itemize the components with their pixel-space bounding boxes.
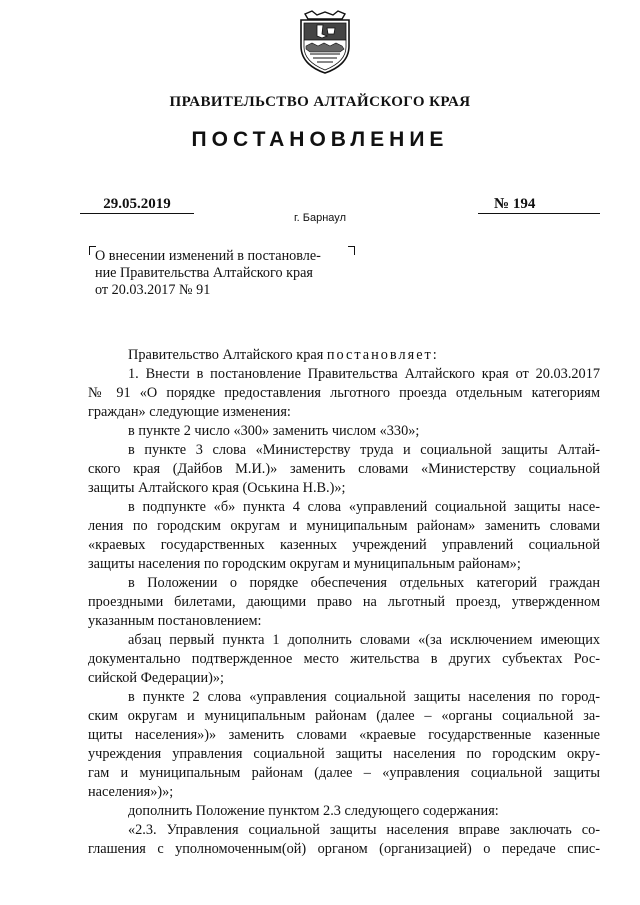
body-line: глашения с уполномоченным(ой) органом (организацией) о передаче спис- [88,841,600,857]
document-city: г. Барнаул [294,212,346,224]
document-number: № 194 [494,196,536,212]
body-line: в подпункте «б» пункта 4 слова «управлений социальной защиты насе- [128,499,600,515]
document-body [88,346,600,859]
organization-title: ПРАВИТЕЛЬСТВО АЛТАЙСКОГО КРАЯ [169,94,471,110]
body-line: в пункте 2 число «300» заменить числом «330»; [128,423,420,439]
document-type-heading: ПОСТАНОВЛЕНИЕ [191,128,449,151]
body-line: в пункте 3 слова «Министерству труда и социальной защиты Алтай- [128,442,600,458]
document-subject [95,248,363,299]
body-line: в пункте 2 слова «управления социальной защиты населения по город- [128,689,600,705]
body-line: «2.3. Управления социальной защиты населения вправе заключать со- [128,822,600,838]
body-line: граждан» следующие изменения: [88,404,291,420]
body-line: ления по городским округам и муниципальным районам» заменить словами [88,518,600,534]
coat-of-arms-emblem [296,10,354,74]
subject-line: ние Правительства Алтайского края [95,265,313,281]
body-line: защиты населения по городским округам и муниципальным районам»; [88,556,521,572]
subject-line: от 20.03.2017 № 91 [95,282,211,298]
body-line: указанным постановлением: [88,613,262,629]
body-line: гам и муниципальным районам (далее – «управления социальной защиты [88,765,600,781]
body-line: абзац первый пункта 1 дополнить словами «(за исключением имеющих [128,632,600,648]
body-line: ским округам и муниципальным районам (далее – «органы социальной за- [88,708,600,724]
body-line: учреждения управления социальной защиты населения по городским окру- [88,746,600,762]
body-line: сийской Федерации)»; [88,670,224,686]
body-line: № 91 «О порядке предоставления льготного проезда отдельным категориям [88,385,600,401]
body-intro [88,346,600,365]
body-line: дополнить Положение пунктом 2.3 следующего содержания: [128,803,499,819]
subject-line: О внесении изменений в постановле- [95,248,321,264]
body-line: проездными билетами, дающими право на льготный проезд, утвержденном [88,594,600,610]
body-line: ского края (Дайбов М.И.)» заменить словами «Министерству социальной [88,461,600,477]
intro-decree-word: постановляет: [326,347,439,363]
body-line: «краевых государственных казенных учреждений управлений социальной [88,537,600,553]
body-line: защиты Алтайского края (Оськина Н.В.)»; [88,480,346,496]
intro-text: Правительство Алтайского края [128,347,327,363]
body-line: населения»)»; [88,784,174,800]
body-line: документально подтвержденное место жительства в других субъектах Рос- [88,651,600,667]
body-line: 1. Внести в постановление Правительства Алтайского края от 20.03.2017 [128,366,600,382]
body-line: щиты населения»)» заменить словами «краевые государственные казенные [88,727,600,743]
body-line: в Положении о порядке обеспечения отдельных категорий граждан [128,575,600,591]
document-date: 29.05.2019 [103,196,171,212]
